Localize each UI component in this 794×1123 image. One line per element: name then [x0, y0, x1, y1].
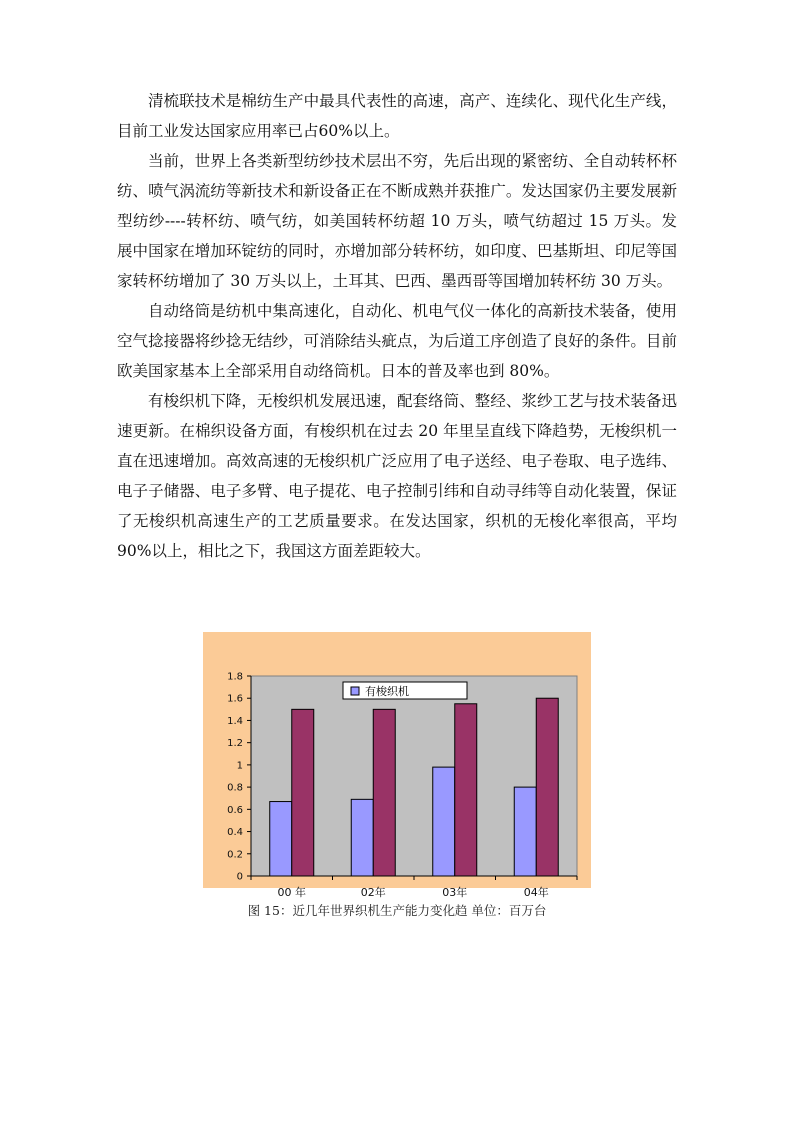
bar: [514, 787, 536, 876]
loom-capacity-chart: [203, 632, 591, 899]
legend-swatch: [351, 687, 359, 695]
bar: [292, 709, 314, 876]
y-tick-label: 1.2: [227, 738, 243, 750]
figure-caption: 图 15：近几年世界织机生产能力变化趋 单位：百万台: [247, 903, 547, 918]
paragraph-4: 有梭织机下降，无梭织机发展迅速，配套络筒、整经、浆纱工艺与技术装备迅速更新。在棉织设备方面，有梭织机在过去 20 年里呈直线下降趋势，无梭织机一直在迅速增加。高效高速的无梭织机广泛应用了电子送经、电子卷取、电子选纬、电子子储器、电子多臂、电子提花、电子控制引纬和自动寻纬等自动化装置，保证了无梭织机高速生产的工艺质量要求。在发达国家，织机的无梭化率很高，平均 90%以上，相比之下，我国这方面差距较大。: [117, 392, 677, 560]
y-tick-label: 0.2: [227, 849, 243, 861]
y-tick-label: 1.8: [227, 671, 243, 683]
legend-label: 有梭织机: [365, 685, 409, 698]
y-tick-label: 0.8: [227, 782, 243, 794]
x-tick-label: 03年: [442, 886, 468, 899]
bar: [536, 698, 558, 876]
x-tick-label: 00 年: [277, 886, 306, 899]
x-tick-label: 02年: [360, 886, 386, 899]
paragraph-1: 清梳联技术是棉纺生产中最具代表性的高速，高产、连续化、现代化生产线，目前工业发达国家应用率已占60%以上。: [117, 92, 677, 140]
bar: [351, 799, 373, 876]
bar: [433, 767, 455, 876]
paragraph-2: 当前，世界上各类新型纺纱技术层出不穷，先后出现的紧密纺、全自动转杯杯纺、喷气涡流纺等新技术和新设备正在不断成熟并获推广。发达国家仍主要发展新型纺纱----转杯纺、喷气纺，如美国转杯纺超 10 万头，喷气纺超过 15 万头。发展中国家在增加环锭纺的同时，亦增加部分转杯纺，如印度、巴基斯坦、印尼等国家转杯纺增加了 30 万头以上，土耳其、巴西、墨西哥等国增加转杯纺 30 万头。: [117, 152, 677, 290]
bar: [455, 704, 477, 876]
bar: [373, 709, 395, 876]
y-tick-label: 0.4: [227, 827, 243, 839]
y-tick-label: 0: [236, 871, 243, 883]
y-tick-label: 1.6: [227, 693, 243, 705]
y-tick-label: 0.6: [227, 804, 243, 816]
bar: [270, 802, 292, 876]
y-tick-label: 1: [236, 760, 243, 772]
paragraph-3: 自动络筒是纺机中集高速化，自动化、机电气仪一体化的高新技术装备，使用空气捻接器将纱捻无结纱，可消除结头疵点，为后道工序创造了良好的条件。目前欧美国家基本上全部采用自动络筒机。日本的普及率也到 80%。: [117, 302, 677, 380]
chart-svg: [203, 632, 591, 899]
y-tick-label: 1.4: [227, 715, 243, 727]
x-tick-label: 04年: [523, 886, 549, 899]
article-body: [117, 86, 677, 566]
